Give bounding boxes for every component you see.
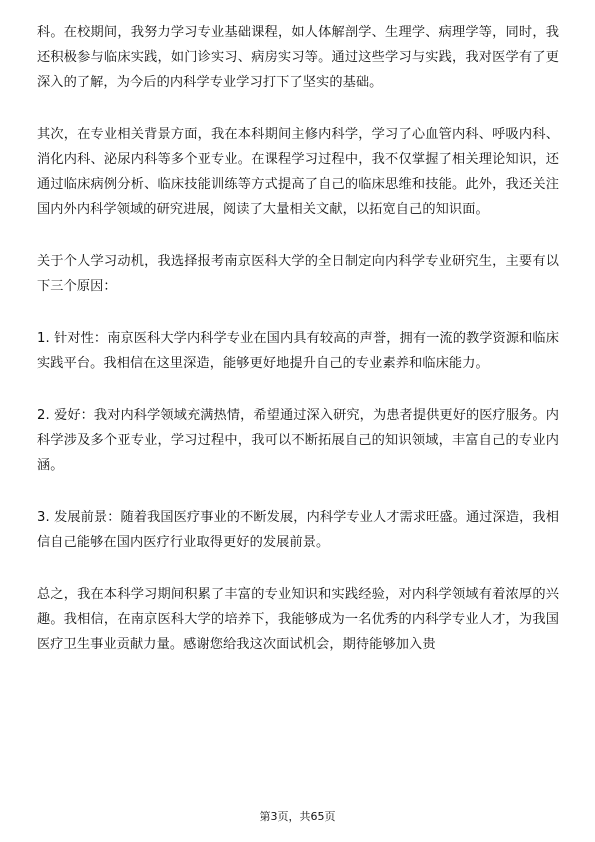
paragraph-conclusion: 总之，我在本科学习期间积累了丰富的专业知识和实践经验，对内科学领域有着浓厚的兴趣。我相信，在南京医科大学的培养下，我能够成为一名优秀的内科学专业人才，为我国医疗卫生事业贡献力量。感谢您给我这次面试机会，期待能够加入贵 <box>37 587 559 652</box>
paragraph-professional-background: 其次，在专业相关背景方面，我在本科期间主修内科学，学习了心血管内科、呼吸内科、消化内科、泌尿内科等多个亚专业。在课程学习过程中，我不仅掌握了相关理论知识，还通过临床病例分析、临床技能训练等方式提高了自己的临床思维和技能。此外，我还关注国内外内科学领域的研究进展，阅读了大量相关文献，以拓宽自己的知识面。 <box>37 127 559 217</box>
paragraph-reason-1: 1. 针对性：南京医科大学内科学专业在国内具有较高的声誉，拥有一流的教学资源和临床实践平台。我相信在这里深造，能够更好地提升自己的专业素养和临床能力。 <box>37 331 559 371</box>
paragraph-study-background: 科。在校期间，我努力学习专业基础课程，如人体解剖学、生理学、病理学等，同时，我还积极参与临床实践，如门诊实习、病房实习等。通过这些学习与实践，我对医学有了更深入的了解，为今后的内科学专业学习打下了坚实的基础。 <box>37 25 559 90</box>
paragraph-reason-3: 3. 发展前景：随着我国医疗事业的不断发展，内科学专业人才需求旺盛。通过深造，我相信自己能够在国内医疗行业取得更好的发展前景。 <box>37 510 559 550</box>
paragraph-reason-2: 2. 爱好：我对内科学领域充满热情，希望通过深入研究，为患者提供更好的医疗服务。内科学涉及多个亚专业，学习过程中，我可以不断拓展自己的知识领域，丰富自己的专业内涵。 <box>37 408 559 473</box>
paragraph-motivation-intro: 关于个人学习动机，我选择报考南京医科大学的全日制定向内科学专业研究生，主要有以下三个原因： <box>37 254 559 294</box>
document-body <box>37 20 559 684</box>
page-number: 第3页，共65页 <box>259 810 336 823</box>
